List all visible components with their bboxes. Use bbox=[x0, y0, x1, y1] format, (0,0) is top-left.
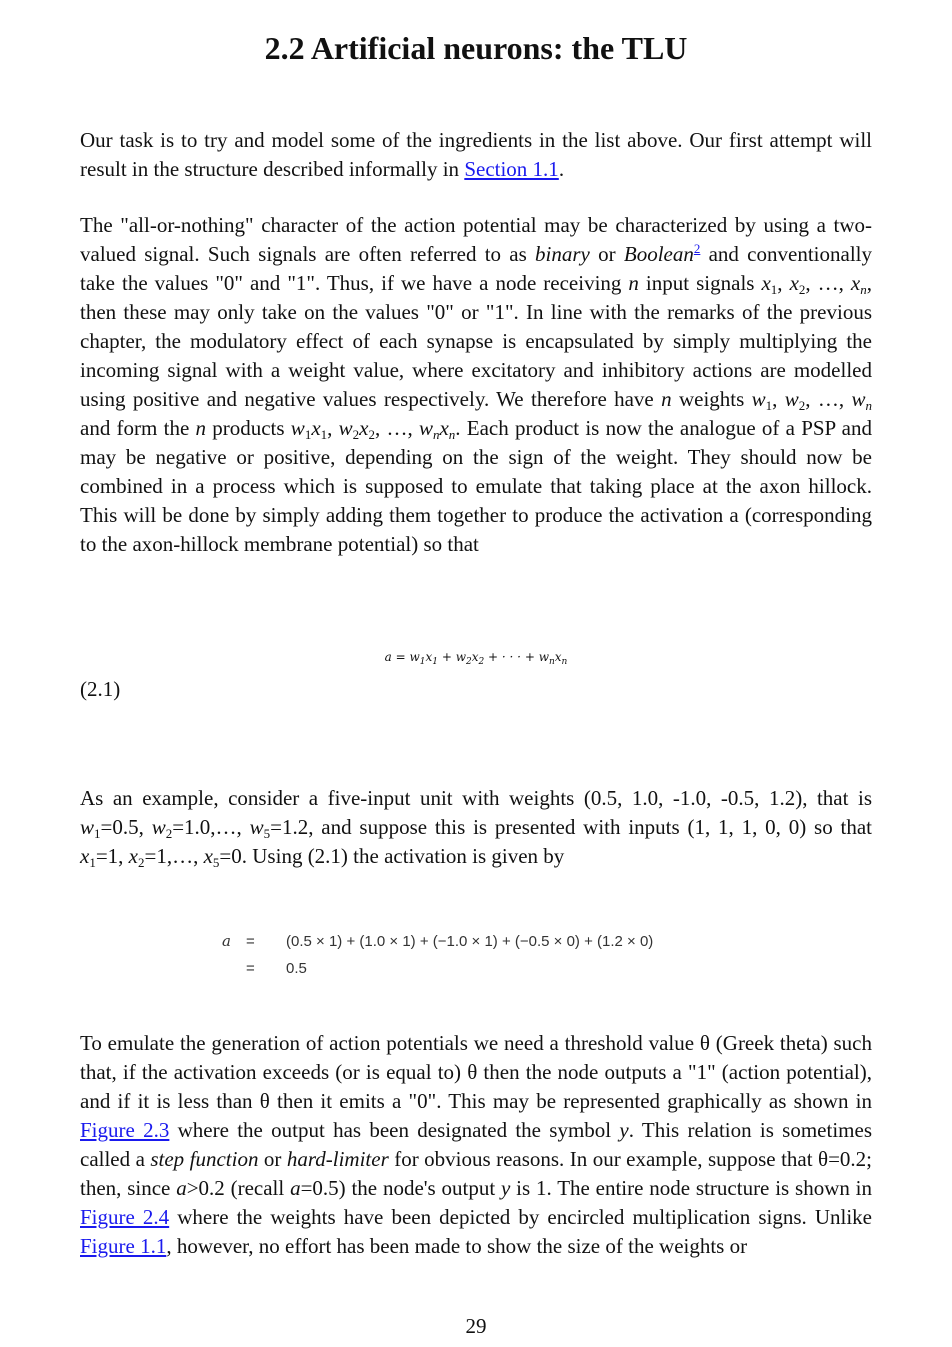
term-hard-limiter: hard-limiter bbox=[286, 1147, 389, 1171]
equation-row bbox=[222, 928, 653, 955]
var-x: x bbox=[203, 844, 213, 868]
paragraph-text: then it emits a "0". This may be represented graphically as shown in bbox=[269, 1089, 873, 1113]
paragraph-text: , however, no effort has been made to show the size of the weights or bbox=[166, 1234, 748, 1258]
figure-1-1-link[interactable]: Figure 1.1 bbox=[80, 1234, 167, 1258]
var-x: x bbox=[439, 416, 449, 440]
eq-var-x: x bbox=[471, 650, 479, 664]
eq-var-w: w bbox=[538, 650, 549, 664]
paragraph-text: products bbox=[206, 416, 291, 440]
var-w: w bbox=[151, 815, 166, 839]
equation-row bbox=[222, 955, 653, 982]
eq-subscript: 2 bbox=[465, 657, 472, 667]
var-w: w bbox=[418, 416, 433, 440]
var-y: y bbox=[501, 1176, 511, 1200]
equation-2-1 bbox=[0, 650, 952, 667]
var-n: n bbox=[195, 416, 206, 440]
paragraph-text: . Each product is now the analogue of a PSP and may be negative or positive, depending on the sign of the weight. They should now be combined in a process which is supposed to emulate that taking place at the axon hillock. This will be done by simply adding them together to produce the activation a (corresponding to the axon-hillock membrane potential) so that bbox=[80, 416, 873, 556]
paragraph-text: then the node outputs a "1" (action potential), and if it is less than bbox=[80, 1060, 872, 1113]
eq-var-w: w bbox=[455, 650, 466, 664]
var-a: a bbox=[290, 1176, 301, 1200]
paragraph-text: or bbox=[589, 242, 624, 266]
subscript: 1 bbox=[304, 427, 312, 442]
ellipsis: …, bbox=[386, 416, 419, 440]
eq-subscript: n bbox=[561, 657, 568, 667]
eq-subscript: n bbox=[548, 657, 555, 667]
value-text: =0 bbox=[219, 844, 242, 868]
paragraph-text: Our task is to try and model some of the ingredients in the list above. Our first attempt will result in the structure described informally in bbox=[80, 128, 872, 181]
eq-equals: = bbox=[246, 960, 255, 977]
eq-equals: = bbox=[391, 650, 410, 664]
subscript: n bbox=[860, 282, 867, 297]
subscript: 1 bbox=[770, 282, 778, 297]
paragraph-text: As an example, consider a five-input unit with weights (0.5, 1.0, -1.0, -0.5, 1.2), that is bbox=[80, 786, 872, 810]
subscript: 2 bbox=[798, 282, 806, 297]
paragraph-text: where the weights have been depicted by encircled multiplication signs. Unlike bbox=[169, 1205, 873, 1229]
paragraph-text: , then these may only take on the values "0" or "1". In line with the remarks of the previous chapter, the modulatory effect of each synapse is encapsulated by simply multiplying the incoming signal with a weight value, where excitatory and inhibitory actions are modelled using positive and negative values respectively. We therefore have bbox=[80, 271, 872, 411]
subscript: 2 bbox=[165, 826, 173, 841]
var-w: w bbox=[851, 387, 866, 411]
var-w: w bbox=[80, 815, 95, 839]
var-w: w bbox=[249, 815, 264, 839]
paragraph-text: (Greek theta) such that, if the activation exceeds (or is equal to) bbox=[80, 1031, 872, 1084]
paragraph-text: where the output has been designated the symbol bbox=[169, 1118, 620, 1142]
var-x: x bbox=[850, 271, 861, 295]
paragraph-text: . This relation is sometimes called a bbox=[80, 1118, 872, 1171]
term-binary: binary bbox=[535, 242, 590, 266]
eq-var-w: w bbox=[409, 650, 420, 664]
value-text: =1.0,…, bbox=[172, 815, 250, 839]
paragraph-text: weights bbox=[671, 387, 752, 411]
paragraph-text: The "all-or-nothing" character of the action potential may be characterized by using a two-valued signal. Such signals are often referred to as bbox=[80, 213, 872, 266]
paragraph-text: =0.5) the node's output bbox=[300, 1176, 502, 1200]
paragraph-example: As an example, consider a five-input unit with weights (0.5, 1.0, -1.0, -0.5, 1.2), that is $w_1=0.5$, $w_2=1.0,\dots$, $w_5=1.2$, and suppose this is presented with inputs (1, 1, 1, 0, 0) so that $x_1=1$, $x_2=1,\dots$, $x_5=0$. Using (2.1) the activation is given by bbox=[80, 786, 873, 870]
subscript: n bbox=[432, 427, 440, 442]
section-heading: 2.2 Artificial neurons: the TLU bbox=[264, 30, 688, 66]
term-boolean: Boolean bbox=[623, 242, 694, 266]
eq-var-a: a bbox=[222, 932, 231, 950]
var-x: x bbox=[359, 416, 369, 440]
paragraph-intro bbox=[80, 126, 872, 184]
value-text: =0.5, bbox=[100, 815, 152, 839]
eq-equals: = bbox=[246, 933, 255, 950]
eq-subscript: 1 bbox=[419, 657, 426, 667]
eq-var-x: x bbox=[425, 650, 433, 664]
paragraph-text: =0.2; then, since bbox=[80, 1147, 873, 1200]
ellipsis: …, bbox=[817, 271, 851, 295]
var-w: w bbox=[338, 416, 353, 440]
page-number: 29 bbox=[465, 1314, 487, 1338]
footnote-2-link[interactable]: 2 bbox=[693, 241, 701, 256]
var-w: w bbox=[290, 416, 305, 440]
eq-plus: + bbox=[484, 650, 502, 664]
var-x: x bbox=[128, 844, 138, 868]
eq-var-x: x bbox=[554, 650, 562, 664]
subscript: 1 bbox=[89, 855, 96, 870]
equation-number: (2.1) bbox=[80, 677, 121, 701]
paragraph-text: >0.2 (recall bbox=[186, 1176, 291, 1200]
paragraph-text: To emulate the generation of action potentials we need a threshold value bbox=[80, 1031, 700, 1055]
term-step-function: step function bbox=[150, 1147, 259, 1171]
eq-plus: + bbox=[521, 650, 539, 664]
eq-result: 0.5 bbox=[286, 960, 307, 977]
subscript: 1 bbox=[320, 427, 328, 442]
eq-dots: · · · bbox=[501, 650, 521, 664]
eq-plus: + bbox=[438, 650, 456, 664]
paragraph-threshold bbox=[80, 1029, 872, 1261]
punctuation: . bbox=[558, 157, 565, 181]
var-x: x bbox=[761, 271, 771, 295]
paragraph-text: and form the bbox=[80, 416, 196, 440]
var-n: n bbox=[628, 271, 639, 295]
theta-symbol: θ bbox=[818, 1147, 829, 1171]
value-text: =1,…, bbox=[144, 844, 204, 868]
theta-symbol: θ bbox=[467, 1060, 478, 1084]
paragraph-text: for obvious reasons. In our example, suppose that bbox=[388, 1147, 819, 1171]
subscript: n bbox=[865, 398, 873, 413]
var-w: w bbox=[751, 387, 766, 411]
paragraph-text: input signals bbox=[638, 271, 762, 295]
paragraph-text: or bbox=[258, 1147, 287, 1171]
subscript: 2 bbox=[352, 427, 360, 442]
var-x: x bbox=[80, 844, 90, 868]
var-a: a bbox=[176, 1176, 187, 1200]
subscript: 2 bbox=[138, 855, 145, 870]
paragraph-text: , and suppose this is presented with inputs (1, 1, 1, 0, 0) so that bbox=[308, 815, 873, 839]
subscript: 2 bbox=[798, 398, 806, 413]
value-text: =1.2 bbox=[270, 815, 309, 839]
subscript: 1 bbox=[765, 398, 773, 413]
eq-var-a: a bbox=[384, 650, 392, 664]
subscript: 1 bbox=[94, 826, 101, 841]
theta-symbol: θ bbox=[259, 1089, 270, 1113]
figure-2-4-link[interactable]: Figure 2.4 bbox=[80, 1205, 170, 1229]
paragraph-text: . Using (2.1) the activation is given by bbox=[241, 844, 565, 868]
subscript: n bbox=[448, 427, 456, 442]
equation-activation bbox=[222, 928, 653, 982]
eq-subscript: 1 bbox=[432, 657, 439, 667]
paragraph-binary-signals: The "all-or-nothing" character of the action potential may be characterized by using a two-valued signal. Such signals are often referred to as binary or Boolean$^2$ and conventionally take the values "0" and "1". Thus, if we have a node receiving n input signals $x_1$, $x_2$, …, $x_n$, then these may only take on the values "0" or "1". In line with the remarks of the previous chapter, the modulatory effect of each synapse is encapsulated by simply multiplying the incoming signal with a weight value, where excitatory and inhibitory actions are modelled using positive and negative values respectively. We therefore have n weights $w_1$, $w_2$, …, $w_n$ and form the n products $w_1x_1$, $w_2x_2$, …, $w_nx_n$. Each product is now the analogue of a PSP and may be negative or positive, depending on the sign of the weight. They should now be combined in a process which is supposed to emulate that taking place at the axon hillock. This will be done by simply adding them together to produce the activation a (corresponding to the axon-hillock membrane potential) so that bbox=[80, 213, 873, 556]
var-w: w bbox=[784, 387, 799, 411]
paragraph-text: is 1. The entire node structure is shown in bbox=[510, 1176, 873, 1200]
var-x: x bbox=[311, 416, 321, 440]
eq-expression: (0.5 × 1) + (1.0 × 1) + (−1.0 × 1) + (−0.5 × 0) + (1.2 × 0) bbox=[286, 933, 654, 950]
theta-symbol: θ bbox=[699, 1031, 710, 1055]
var-x: x bbox=[789, 271, 799, 295]
value-text: =1, bbox=[95, 844, 129, 868]
ellipsis: …, bbox=[817, 387, 852, 411]
paragraph-text: and conventionally take the values "0" and "1". Thus, if we have a node receiving bbox=[80, 242, 872, 295]
figure-2-3-link[interactable]: Figure 2.3 bbox=[80, 1118, 170, 1142]
section-1-1-link[interactable]: Section 1.1 bbox=[464, 157, 559, 181]
subscript: 2 bbox=[368, 427, 375, 442]
var-n: n bbox=[661, 387, 672, 411]
eq-subscript: 2 bbox=[478, 657, 485, 667]
var-y: y bbox=[619, 1118, 629, 1142]
